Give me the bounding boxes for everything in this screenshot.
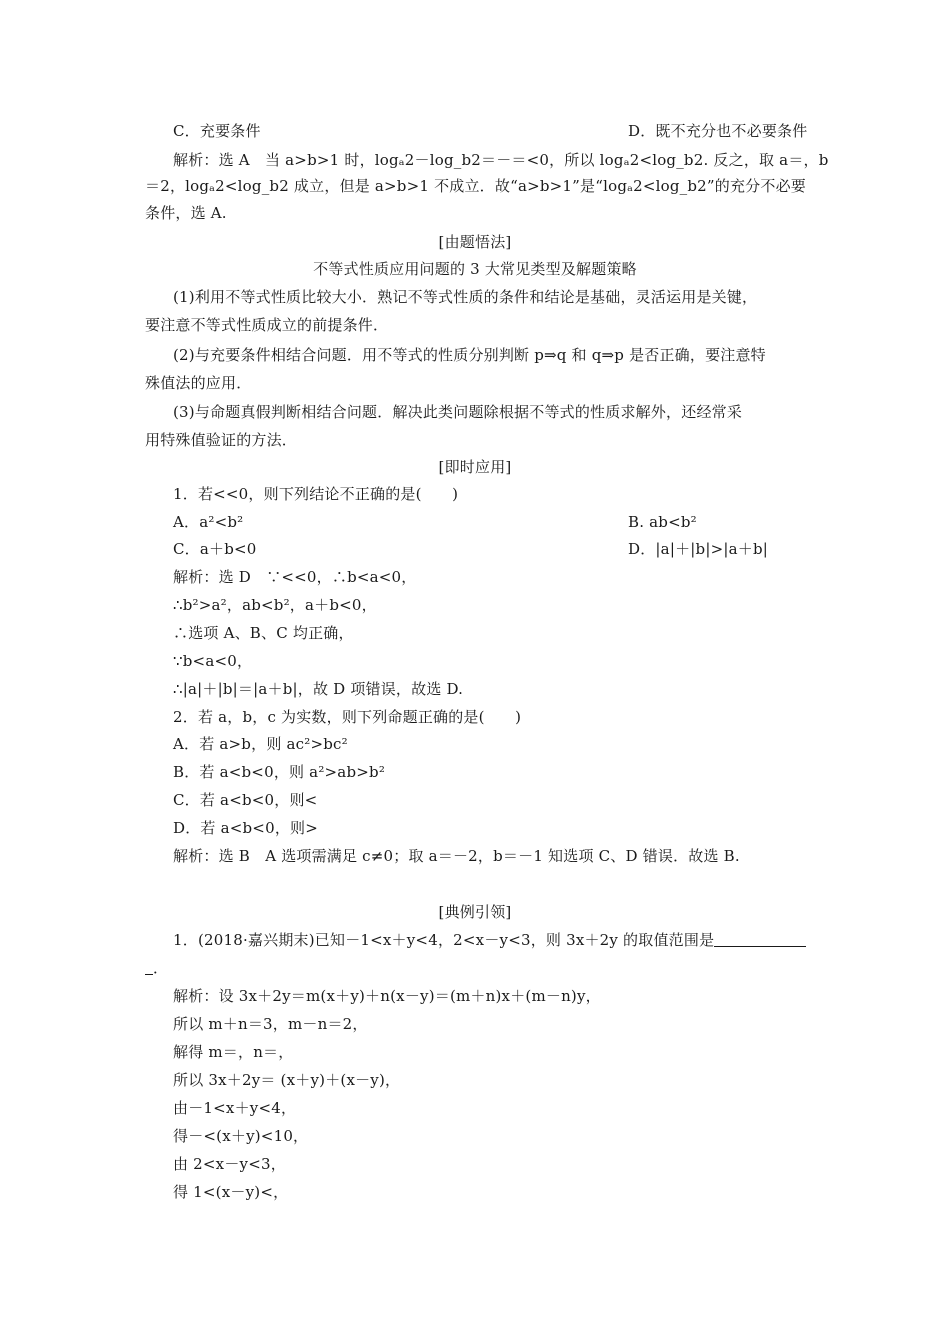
option-row [173, 539, 853, 559]
question-stem: 2．若 a，b，c 为实数，则下列命题正确的是( ) [173, 708, 522, 726]
option-c: C．充要条件 [173, 122, 261, 140]
solution-line: 得 1<(x－y)<， [173, 1183, 289, 1201]
solution-line: 解析：选 B A 选项需满足 c≠0；取 a＝－2，b＝－1 知选项 C、D 错误．故选 B. [173, 847, 740, 865]
question-stem: 1．若<<0，则下列结论不正确的是( ) [173, 485, 459, 503]
option-a: A．a²<b² [173, 513, 244, 531]
analysis-line: 解析：选 A 当 a>b>1 时，logₐ2－log_b2＝－＝<0，所以 logₐ2<log_b2. 反之，取 a＝，b [173, 151, 829, 169]
section-heading-method: [由题悟法] [438, 233, 512, 251]
answer-blank-end [145, 960, 153, 975]
solution-line: 解得 m＝，n＝， [173, 1043, 294, 1061]
option-row [173, 512, 853, 532]
solution-line: 所以 3x＋2y＝ (x＋y)＋(x－y)， [173, 1071, 401, 1089]
option-c: C．a＋b<0 [173, 540, 257, 558]
solution-line: ∵b<a<0， [173, 652, 253, 670]
paragraph-line: 用特殊值验证的方法． [145, 431, 298, 449]
answer-blank [714, 932, 806, 947]
analysis-line: 条件，选 A. [145, 204, 227, 222]
option-a: A．若 a>b，则 ac²>bc² [173, 735, 348, 753]
option-c-row [173, 121, 853, 141]
question-stem-text: 1．(2018·嘉兴期末)已知－1<x＋y<4，2<x－y<3，则 3x＋2y 的取值范围是 [173, 931, 715, 949]
analysis-line: ＝2，logₐ2<log_b2 成立，但是 a>b>1 不成立．故“a>b>1”是“logₐ2<log_b2”的充分不必要 [145, 177, 806, 195]
solution-line: 解析：选 D ∵<<0，∴b<a<0， [173, 568, 417, 586]
option-d: D．既不充分也不必要条件 [628, 122, 808, 140]
question-stem [173, 930, 853, 950]
section-heading-example: [典例引领] [438, 903, 512, 921]
solution-line: 由 2<x－y<3， [173, 1155, 286, 1173]
paragraph-line: (3)与命题真假判断相结合问题．解决此类问题除根据不等式的性质求解外，还经常采 [173, 403, 743, 421]
option-c: C．若 a<b<0，则< [173, 791, 318, 809]
paragraph-line: (1)利用不等式性质比较大小．熟记不等式性质的条件和结论是基础，灵活运用是关键， [173, 288, 758, 306]
solution-line: 得－<(x＋y)<10， [173, 1127, 309, 1145]
paragraph-line: 殊值法的应用． [145, 374, 252, 392]
question-stem-end [145, 958, 825, 978]
solution-line: ∴|a|＋|b|＝|a＋b|，故 D 项错误，故选 D. [173, 680, 464, 698]
solution-line: 由－1<x＋y<4， [173, 1099, 297, 1117]
option-b: B．若 a<b<0，则 a²>ab>b² [173, 763, 386, 781]
option-d: D．若 a<b<0，则> [173, 819, 318, 837]
solution-line: ∴选项 A、B、C 均正确， [173, 624, 354, 642]
section-subtitle: 不等式性质应用问题的 3 大常见类型及解题策略 [313, 260, 637, 278]
solution-line: ∴b²>a²，ab<b²，a＋b<0， [173, 596, 377, 614]
option-b: B. ab<b² [628, 513, 697, 531]
solution-line: 解析：设 3x＋2y＝m(x＋y)＋n(x－y)＝(m＋n)x＋(m－n)y， [173, 987, 601, 1005]
solution-line: 所以 m＋n＝3，m－n＝2， [173, 1015, 368, 1033]
section-heading-apply: [即时应用] [438, 458, 512, 476]
period: ． [153, 959, 169, 977]
paragraph-line: (2)与充要条件相结合问题．用不等式的性质分别判断 p⇒q 和 q⇒p 是否正确，要注意特 [173, 346, 766, 364]
paragraph-line: 要注意不等式性质成立的前提条件． [145, 316, 389, 334]
option-d: D．|a|＋|b|>|a＋b| [628, 540, 769, 558]
